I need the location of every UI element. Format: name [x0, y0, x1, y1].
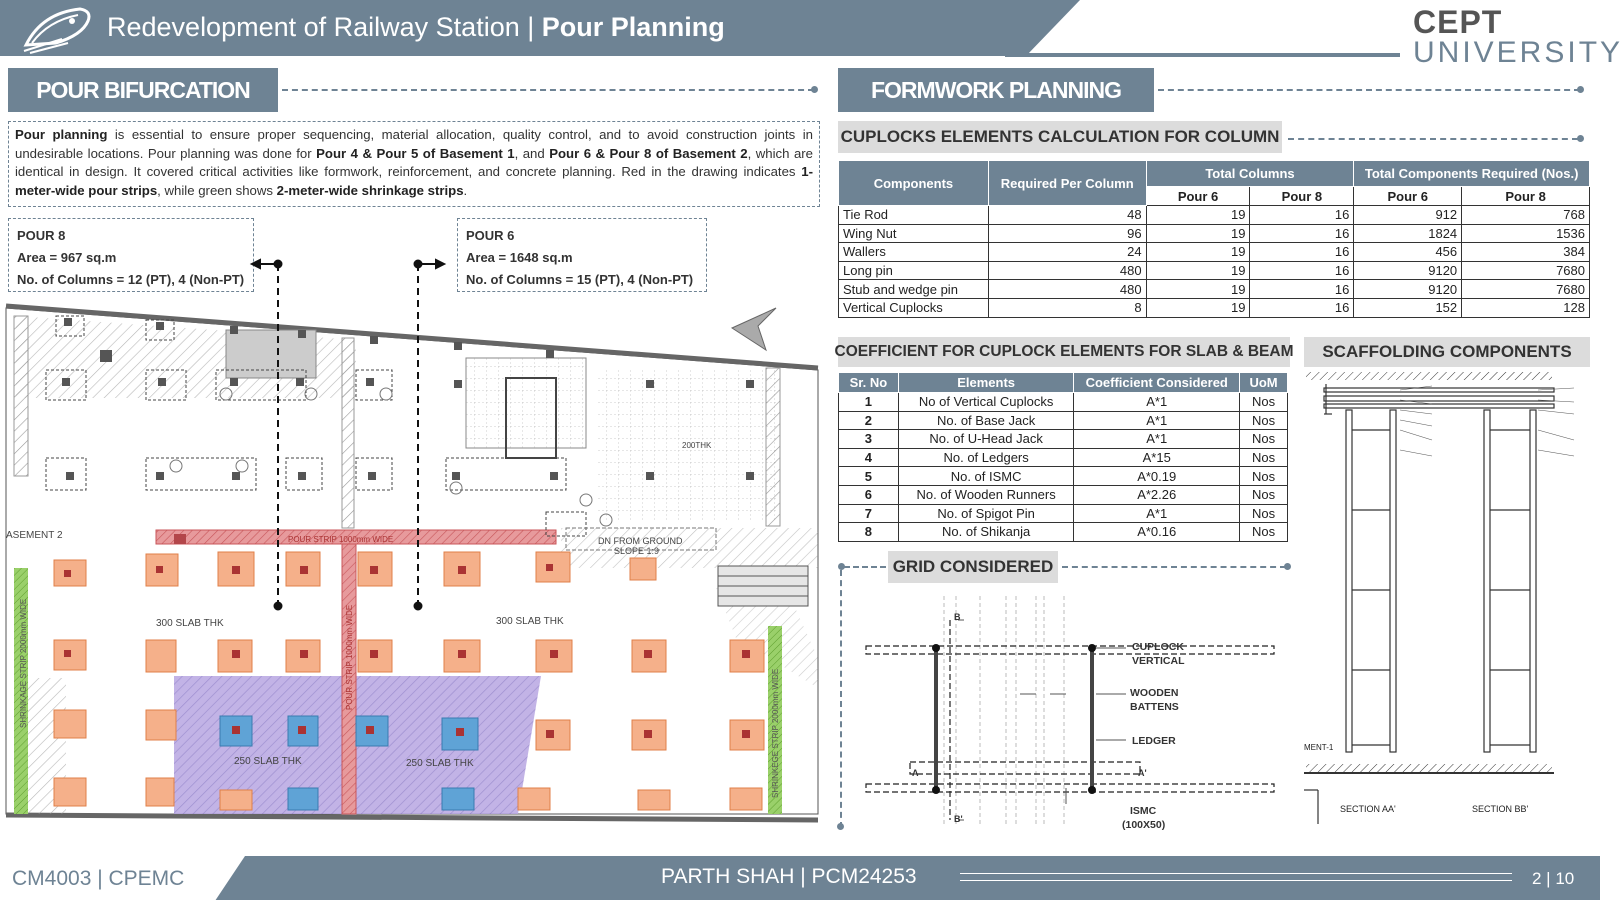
table-cell: No. of ISMC [898, 467, 1074, 486]
table-cell: Nos [1240, 430, 1288, 449]
table-row [839, 448, 1288, 467]
th-elements: Elements [898, 373, 1074, 393]
th-coefficient: Coefficient Considered [1074, 373, 1240, 393]
table-cell: A*1 [1074, 393, 1240, 412]
cuplock-table-body [839, 206, 1590, 318]
table-cell: A*15 [1074, 448, 1240, 467]
divider-dot [1577, 86, 1584, 93]
th-sr: Sr. No [839, 373, 899, 393]
table-cell: 7680 [1462, 280, 1590, 299]
grid-label-vertical: VERTICAL [1132, 655, 1185, 667]
table-cell: Nos [1240, 504, 1288, 523]
table-cell: 128 [1462, 298, 1590, 317]
table-cell: 19 [1146, 224, 1250, 243]
section-aa-label: SECTION AA' [1340, 804, 1396, 814]
table-cell: 9120 [1354, 261, 1462, 280]
title-main: Pour Planning [541, 12, 725, 42]
divider-dot [1577, 135, 1584, 142]
table-cell: Long pin [839, 261, 989, 280]
table-cell: 768 [1462, 206, 1590, 225]
page-title [107, 12, 725, 43]
grid-side-rule [840, 570, 842, 828]
table-cell: 19 [1146, 280, 1250, 299]
train-logo-icon [22, 5, 94, 55]
table-cell: 48 [988, 206, 1146, 225]
table-cell: 480 [988, 280, 1146, 299]
grid-label-b2: B' [954, 814, 963, 824]
intro-segment: , and [514, 145, 550, 161]
table-cell: Nos [1240, 411, 1288, 430]
label-pour-strip-v: POUR STRIP 1000mm WIDE [345, 604, 354, 710]
table-row [839, 298, 1590, 317]
table-row [839, 504, 1288, 523]
table-cell: No. of Shikanja [898, 523, 1074, 542]
table-cell: No of Vertical Cuplocks [898, 393, 1074, 412]
table-cell: Wing Nut [839, 224, 989, 243]
table-cell: 8 [988, 298, 1146, 317]
table-cell: 16 [1250, 243, 1354, 262]
table-cell: Tie Rod [839, 206, 989, 225]
table-cell: 6 [839, 485, 899, 504]
coefficient-title: COEFFICIENT FOR CUPLOCK ELEMENTS FOR SLAB & BEAM [838, 337, 1290, 367]
pour6-columns: No. of Columns = 15 (PT), 4 (Non-PT) [466, 272, 694, 287]
pour-bifurcation-title: POUR BIFURCATION [8, 68, 278, 112]
label-basement: ASEMENT 2 [6, 530, 63, 541]
intro-paragraph [8, 121, 820, 207]
table-cell: 19 [1146, 243, 1250, 262]
table-row [839, 411, 1288, 430]
footer-student: PARTH SHAH | PCM24253 [661, 865, 917, 888]
table-cell: Nos [1240, 467, 1288, 486]
table-cell: 19 [1146, 206, 1250, 225]
ment-label: MENT-1 [1304, 743, 1334, 752]
divider [1288, 138, 1578, 140]
table-cell: 5 [839, 467, 899, 486]
intro-segment: Pour 6 & Pour 8 of Basement 2 [549, 145, 748, 161]
table-cell: Stub and wedge pin [839, 280, 989, 299]
table-row [839, 280, 1590, 299]
intro-segment: Pour planning [15, 127, 108, 142]
cuplock-column-title: CUPLOCKS ELEMENTS CALCULATION FOR COLUMN [838, 121, 1282, 153]
table-cell: 912 [1354, 206, 1462, 225]
th-total-components: Total Components Required (Nos.) [1354, 161, 1590, 187]
table-cell: Nos [1240, 523, 1288, 542]
intro-segment: . [463, 182, 468, 198]
table-cell: 384 [1462, 243, 1590, 262]
table-cell: 152 [1354, 298, 1462, 317]
table-cell: 480 [988, 261, 1146, 280]
footer-course: CM4003 | CPEMC [12, 867, 185, 890]
intro-segment: , while green shows [157, 182, 277, 198]
divider [844, 566, 886, 568]
th-pour6: Pour 6 [1354, 187, 1462, 206]
table-cell: 9120 [1354, 280, 1462, 299]
label-slab250a: 250 SLAB THK [234, 756, 302, 767]
table-cell: 7 [839, 504, 899, 523]
intro-segment: 2-meter-wide shrinkage strips [276, 182, 464, 198]
label-dn: DN FROM GROUND [598, 536, 683, 546]
table-cell: A*0.19 [1074, 467, 1240, 486]
grid-label-ledger: LEDGER [1132, 735, 1176, 747]
divider-dot [1284, 563, 1291, 570]
logo-cept: CEPT [1413, 4, 1503, 40]
coefficient-table [838, 372, 1288, 542]
footer-rule [960, 873, 1512, 881]
table-row [839, 485, 1288, 504]
scaffolding-title: SCAFFOLDING COMPONENTS [1304, 337, 1590, 367]
floor-plan-drawing [6, 258, 822, 830]
grid-label-ismc-size: (100X50) [1122, 819, 1166, 831]
table-cell: 16 [1250, 298, 1354, 317]
table-cell: 19 [1146, 261, 1250, 280]
divider [1158, 89, 1580, 91]
divider-dot [811, 86, 818, 93]
table-cell: Vertical Cuplocks [839, 298, 989, 317]
label-pour-strip-h: POUR STRIP 1000mm WIDE [288, 535, 394, 544]
table-cell: Nos [1240, 448, 1288, 467]
pour6-name: POUR 6 [466, 228, 515, 243]
table-cell: 16 [1250, 261, 1354, 280]
intro-segment: 1-meter-wide pour strips [15, 164, 813, 198]
page-number: 2 | 10 [1532, 869, 1575, 888]
divider [1062, 566, 1286, 568]
th-uom: UoM [1240, 373, 1288, 393]
title-prefix: Redevelopment of Railway Station | [107, 12, 535, 42]
th-pour8: Pour 8 [1462, 187, 1590, 206]
formwork-planning-title: FORMWORK PLANNING [838, 68, 1154, 112]
cuplock-column-table [838, 160, 1590, 318]
divider-dot [837, 823, 844, 830]
table-cell: No. of U-Head Jack [898, 430, 1074, 449]
table-row [839, 467, 1288, 486]
table-cell: 1824 [1354, 224, 1462, 243]
th-pour8: Pour 8 [1250, 187, 1354, 206]
label-shrinkage-right: SHRINKEGE STRIP 2000mm WIDE [771, 668, 780, 798]
table-cell: No. of Ledgers [898, 448, 1074, 467]
table-cell: 16 [1250, 206, 1354, 225]
label-shrinkage-left: SHRINKAGE STRIP 2000mm WIDE [19, 598, 28, 728]
table-cell: 7680 [1462, 261, 1590, 280]
table-cell: 16 [1250, 280, 1354, 299]
th-total-columns: Total Columns [1146, 161, 1354, 187]
divider [282, 89, 814, 91]
table-cell: 1 [839, 393, 899, 412]
grid-considered-drawing [860, 590, 1280, 840]
grid-label-ismc: ISMC [1130, 805, 1157, 817]
pour8-columns: No. of Columns = 12 (PT), 4 (Non-PT) [17, 272, 245, 287]
table-cell: 19 [1146, 298, 1250, 317]
table-row [839, 523, 1288, 542]
table-row [839, 243, 1590, 262]
table-cell: No. of Spigot Pin [898, 504, 1074, 523]
pour8-name: POUR 8 [17, 228, 66, 243]
grid-label-a: A [912, 768, 919, 778]
table-row [839, 261, 1590, 280]
grid-label-a2: A' [1138, 768, 1147, 778]
th-pour6: Pour 6 [1146, 187, 1250, 206]
label-slope: SLOPE 1:9 [614, 546, 660, 556]
table-cell: 2 [839, 411, 899, 430]
header [0, 0, 1623, 69]
table-cell: Nos [1240, 485, 1288, 504]
grid-considered-title: GRID CONSIDERED [888, 551, 1058, 583]
th-required: Required Per Column [988, 161, 1146, 206]
grid-label-cuplock: CUPLOCK [1132, 641, 1184, 653]
table-cell: Wallers [839, 243, 989, 262]
table-row [839, 430, 1288, 449]
table-cell: No. of Wooden Runners [898, 485, 1074, 504]
grid-label-battens: BATTENS [1130, 701, 1179, 713]
table-cell: 24 [988, 243, 1146, 262]
table-cell: 4 [839, 448, 899, 467]
pour8-area: Area = 967 sq.m [17, 250, 117, 265]
coefficient-table-body [839, 393, 1288, 542]
label-slab250b: 250 SLAB THK [406, 758, 474, 769]
intro-segment: is essential to ensure proper sequencing, material allocation, quality control, and to avoid construction joints in undesirable locations. Pour planning was done for [15, 127, 813, 161]
table-cell: 96 [988, 224, 1146, 243]
table-cell: 3 [839, 430, 899, 449]
table-cell: A*1 [1074, 504, 1240, 523]
table-cell: A*2.26 [1074, 485, 1240, 504]
label-slab300b: 300 SLAB THK [496, 616, 564, 627]
label-slab300a: 300 SLAB THK [156, 618, 224, 629]
section-bb-label: SECTION BB' [1472, 804, 1529, 814]
table-cell: No. of Base Jack [898, 411, 1074, 430]
table-cell: A*1 [1074, 430, 1240, 449]
intro-segment: Pour 4 & Pour 5 of Basement 1 [316, 145, 515, 161]
table-cell: A*0.16 [1074, 523, 1240, 542]
pour6-area: Area = 1648 sq.m [466, 250, 573, 265]
table-cell: 8 [839, 523, 899, 542]
scaffolding-drawing [1304, 370, 1594, 840]
table-cell: 456 [1354, 243, 1462, 262]
table-row [839, 224, 1590, 243]
th-components: Components [839, 161, 989, 206]
grid-label-b: B [954, 612, 961, 622]
table-cell: Nos [1240, 393, 1288, 412]
intro-segment: , which are identical in design. It covered critical activities like formwork, reinforcement, and concrete planning. Red in the drawing indicates [15, 145, 814, 180]
table-cell: 16 [1250, 224, 1354, 243]
table-row [839, 393, 1288, 412]
logo-university: UNIVERSITY [1413, 36, 1623, 69]
grid-label-wooden: WOODEN [1130, 687, 1179, 699]
table-cell: 1536 [1462, 224, 1590, 243]
label-200thk: 200THK [682, 441, 712, 450]
header-rule [1005, 53, 1400, 57]
table-cell: A*1 [1074, 411, 1240, 430]
table-row [839, 206, 1590, 225]
